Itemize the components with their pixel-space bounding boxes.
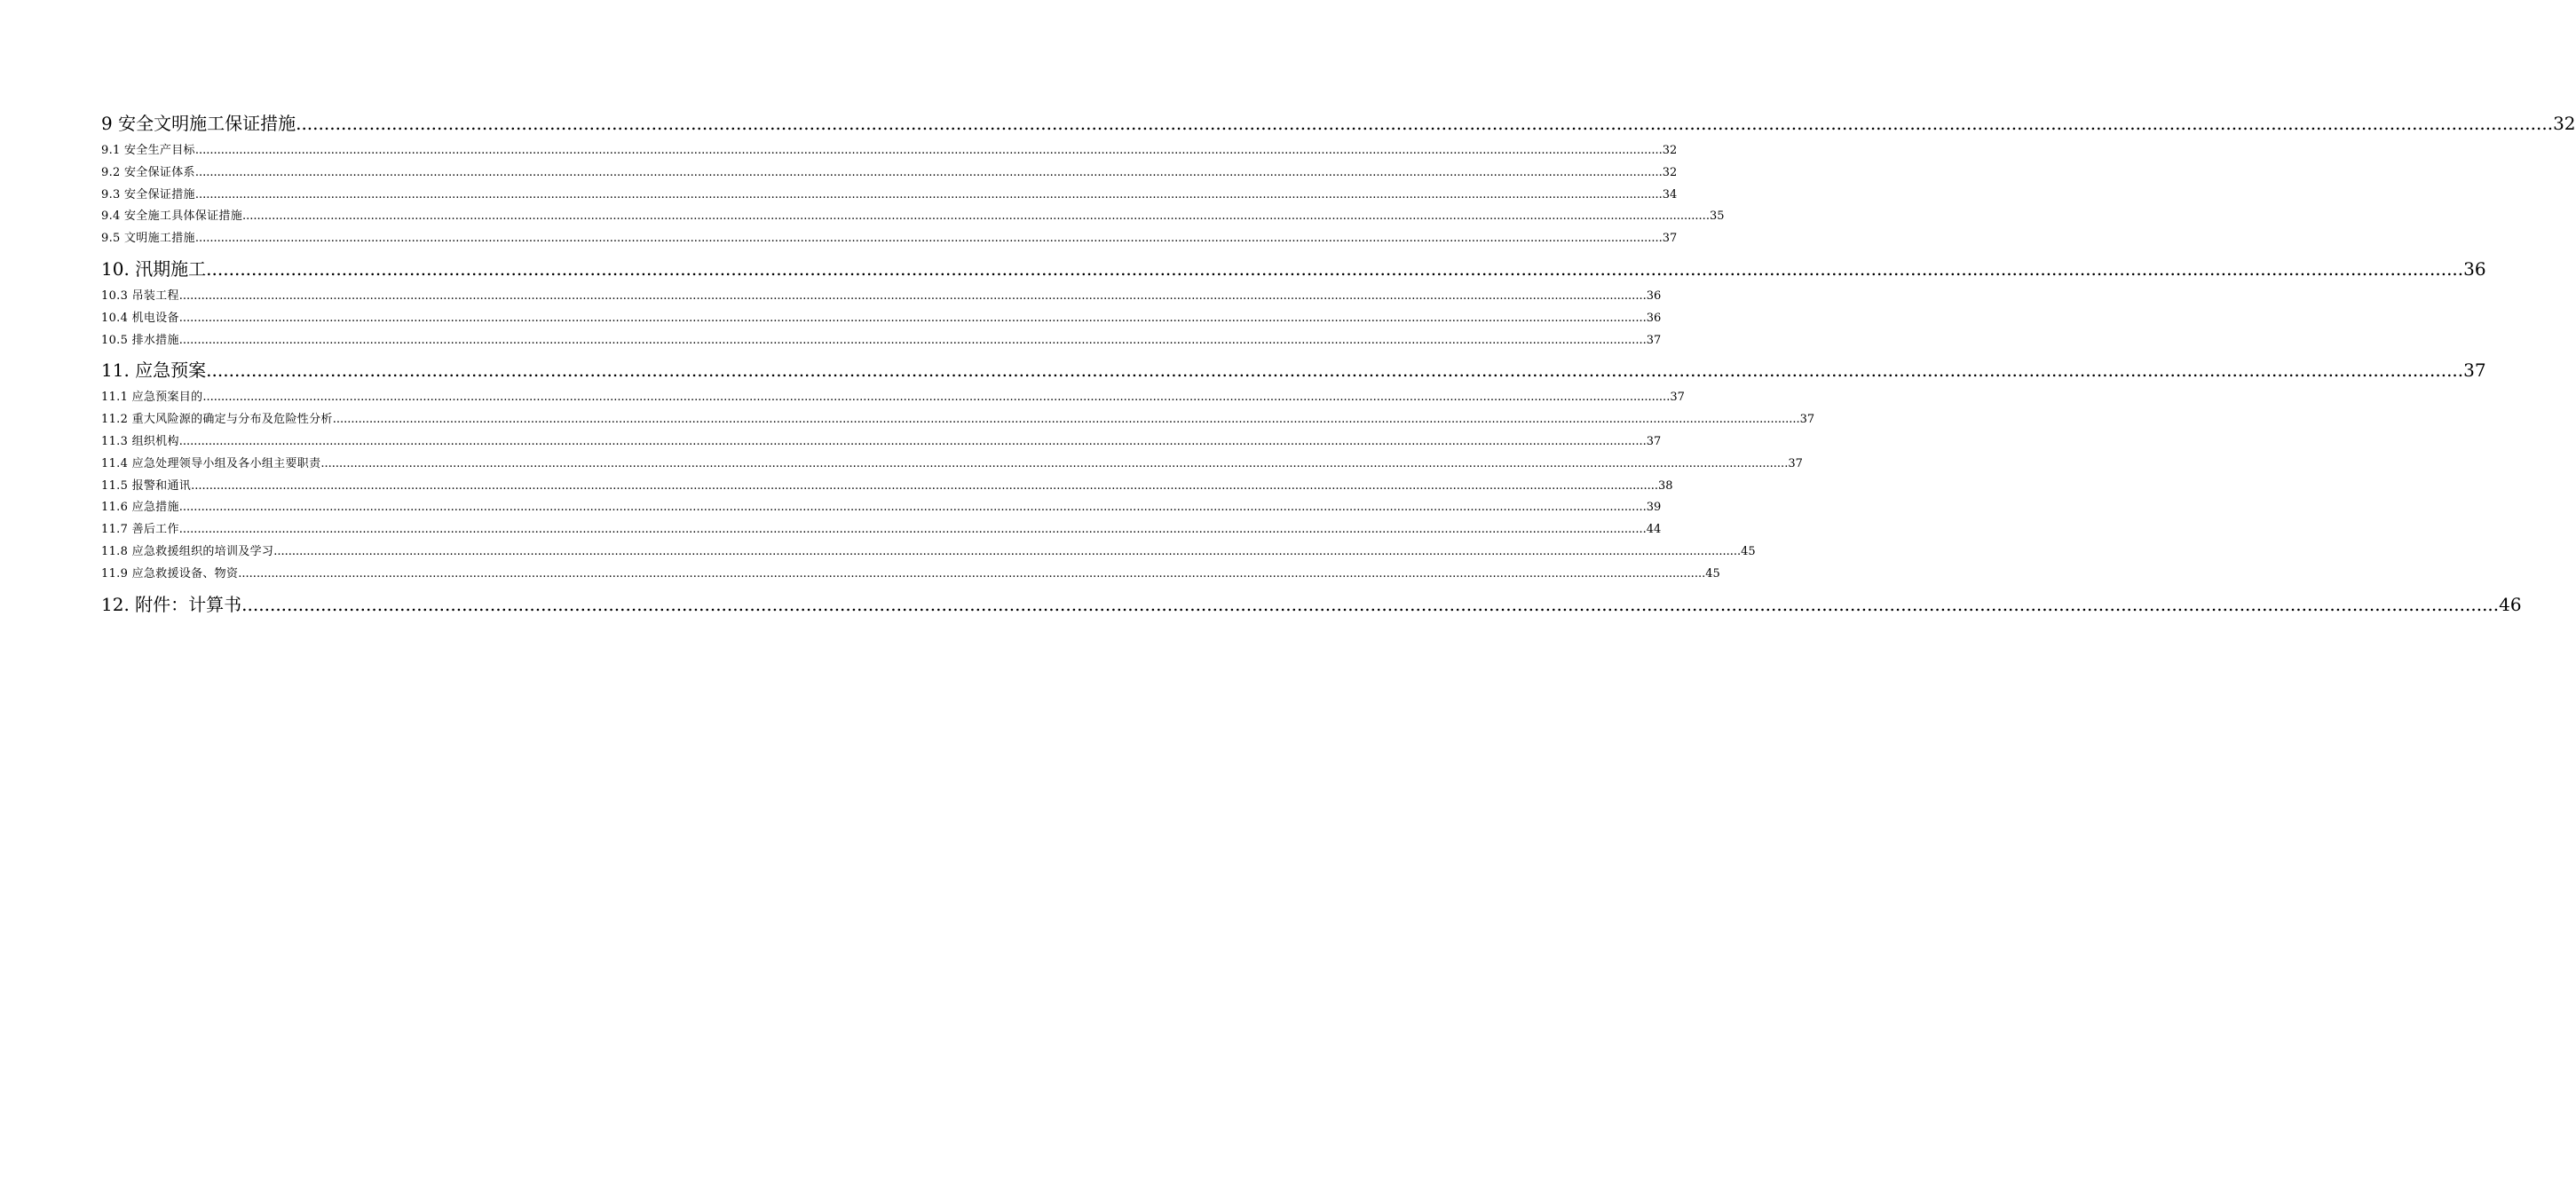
toc-entry-page: 36 bbox=[1646, 288, 1662, 303]
dot-leader: ................................................................................................................................................................................................................................................................................................................................................................................................................ bbox=[273, 544, 1742, 558]
toc-entry-11-3[interactable] bbox=[101, 431, 1662, 454]
dot-leader: ................................................................................................................................................................................................................................................................................................................................................................................................................ bbox=[296, 113, 2554, 134]
toc-entry-page: 36 bbox=[2463, 257, 2486, 280]
dot-leader: ................................................................................................................................................................................................................................................................................................................................................................................................................ bbox=[194, 165, 1663, 179]
toc-entry-label: 10.3 吊装工程 bbox=[101, 288, 179, 303]
toc-entry-11-4[interactable] bbox=[101, 454, 1803, 476]
toc-entry-label: 11.9 应急救援设备、物资 bbox=[101, 566, 239, 581]
table-of-contents bbox=[101, 110, 2576, 621]
toc-entry-label: 11.8 应急救援组织的培训及学习 bbox=[101, 544, 274, 558]
toc-entry-page: 34 bbox=[1662, 187, 1678, 201]
dot-leader: ................................................................................................................................................................................................................................................................................................................................................................................................................ bbox=[320, 456, 1789, 470]
toc-entry-9[interactable] bbox=[101, 110, 2576, 137]
dot-leader: ................................................................................................................................................................................................................................................................................................................................................................................................................ bbox=[178, 434, 1647, 448]
toc-entry-page: 45 bbox=[1741, 544, 1756, 558]
dot-leader: ................................................................................................................................................................................................................................................................................................................................................................................................................ bbox=[206, 359, 2464, 382]
toc-entry-9-5[interactable] bbox=[101, 228, 1678, 250]
dot-leader: ................................................................................................................................................................................................................................................................................................................................................................................................................ bbox=[241, 593, 2500, 615]
toc-entry-label: 12. 附件：计算书 bbox=[101, 593, 242, 615]
toc-entry-label: 10.4 机电设备 bbox=[101, 311, 179, 325]
toc-entry-page: 32 bbox=[1662, 165, 1678, 179]
dot-leader: ................................................................................................................................................................................................................................................................................................................................................................................................................ bbox=[178, 333, 1647, 347]
toc-entry-page: 32 bbox=[1662, 144, 1678, 157]
toc-entry-label: 11.6 应急措施 bbox=[101, 501, 179, 515]
toc-entry-11[interactable] bbox=[101, 357, 2486, 383]
toc-entry-page: 38 bbox=[1658, 478, 1673, 493]
toc-entry-10-3[interactable] bbox=[101, 286, 1662, 308]
toc-entry-11-8[interactable] bbox=[101, 541, 1756, 564]
toc-entry-page: 37 bbox=[1799, 413, 1815, 427]
toc-entry-page: 36 bbox=[1646, 311, 1662, 325]
toc-entry-label: 11. 应急预案 bbox=[101, 359, 207, 382]
toc-entry-label: 11.7 善后工作 bbox=[101, 523, 179, 537]
toc-entry-page: 46 bbox=[2499, 593, 2522, 615]
toc-entry-page: 37 bbox=[1646, 434, 1662, 448]
toc-entry-9-2[interactable] bbox=[101, 162, 1678, 185]
dot-leader: ................................................................................................................................................................................................................................................................................................................................................................................................................ bbox=[194, 187, 1663, 201]
toc-entry-label: 10.5 排水措施 bbox=[101, 333, 179, 347]
toc-entry-9-4[interactable] bbox=[101, 206, 1725, 228]
toc-entry-label: 11.5 报警和通讯 bbox=[101, 478, 192, 493]
toc-entry-11-2[interactable] bbox=[101, 409, 1815, 431]
toc-entry-label: 11.4 应急处理领导小组及各小组主要职责 bbox=[101, 456, 321, 470]
toc-entry-10[interactable] bbox=[101, 256, 2486, 282]
dot-leader: ................................................................................................................................................................................................................................................................................................................................................................................................................ bbox=[332, 413, 1800, 427]
toc-entry-page: 44 bbox=[1646, 523, 1662, 537]
toc-entry-page: 39 bbox=[1646, 501, 1662, 515]
dot-leader: ................................................................................................................................................................................................................................................................................................................................................................................................................ bbox=[178, 501, 1647, 515]
toc-entry-label: 9.2 安全保证体系 bbox=[101, 165, 195, 179]
toc-entry-label: 9 安全文明施工保证措施 bbox=[101, 113, 296, 134]
dot-leader: ................................................................................................................................................................................................................................................................................................................................................................................................................ bbox=[238, 566, 1706, 581]
toc-entry-9-1[interactable] bbox=[101, 140, 1678, 162]
dot-leader: ................................................................................................................................................................................................................................................................................................................................................................................................................ bbox=[194, 144, 1663, 157]
dot-leader: ................................................................................................................................................................................................................................................................................................................................................................................................................ bbox=[194, 232, 1663, 246]
dot-leader: ................................................................................................................................................................................................................................................................................................................................................................................................................ bbox=[242, 209, 1710, 224]
dot-leader: ................................................................................................................................................................................................................................................................................................................................................................................................................ bbox=[178, 288, 1647, 303]
dot-leader: ................................................................................................................................................................................................................................................................................................................................................................................................................ bbox=[206, 257, 2464, 280]
dot-leader: ................................................................................................................................................................................................................................................................................................................................................................................................................ bbox=[178, 311, 1647, 325]
dot-leader: ................................................................................................................................................................................................................................................................................................................................................................................................................ bbox=[178, 523, 1647, 537]
toc-entry-11-5[interactable] bbox=[101, 476, 1673, 498]
toc-entry-label: 9.4 安全施工具体保证措施 bbox=[101, 209, 243, 224]
toc-entry-page: 37 bbox=[1670, 391, 1685, 405]
toc-entry-page: 37 bbox=[2463, 359, 2486, 382]
toc-entry-label: 11.2 重大风险源的确定与分布及危险性分析 bbox=[101, 413, 333, 427]
toc-entry-11-6[interactable] bbox=[101, 497, 1662, 519]
toc-entry-label: 11.1 应急预案目的 bbox=[101, 391, 203, 405]
toc-entry-10-5[interactable] bbox=[101, 330, 1662, 352]
toc-entry-10-4[interactable] bbox=[101, 308, 1662, 330]
toc-entry-12[interactable] bbox=[101, 591, 2522, 618]
toc-entry-label: 9.5 文明施工措施 bbox=[101, 232, 195, 246]
toc-entry-label: 10. 汛期施工 bbox=[101, 257, 207, 280]
toc-entry-label: 9.3 安全保证措施 bbox=[101, 187, 195, 201]
toc-entry-11-1[interactable] bbox=[101, 387, 1685, 409]
toc-entry-9-3[interactable] bbox=[101, 185, 1678, 207]
toc-entry-page: 37 bbox=[1646, 333, 1662, 347]
toc-entry-page: 35 bbox=[1709, 209, 1725, 224]
toc-entry-page: 37 bbox=[1662, 232, 1678, 246]
toc-entry-label: 9.1 安全生产目标 bbox=[101, 144, 195, 157]
toc-entry-page: 37 bbox=[1788, 456, 1803, 470]
dot-leader: ................................................................................................................................................................................................................................................................................................................................................................................................................ bbox=[191, 478, 1659, 493]
toc-entry-label: 11.3 组织机构 bbox=[101, 434, 179, 448]
toc-entry-11-7[interactable] bbox=[101, 519, 1662, 541]
toc-entry-11-9[interactable] bbox=[101, 564, 1720, 586]
toc-entry-page: 32 bbox=[2553, 113, 2576, 134]
dot-leader: ................................................................................................................................................................................................................................................................................................................................................................................................................ bbox=[202, 391, 1671, 405]
toc-entry-page: 45 bbox=[1705, 566, 1720, 581]
